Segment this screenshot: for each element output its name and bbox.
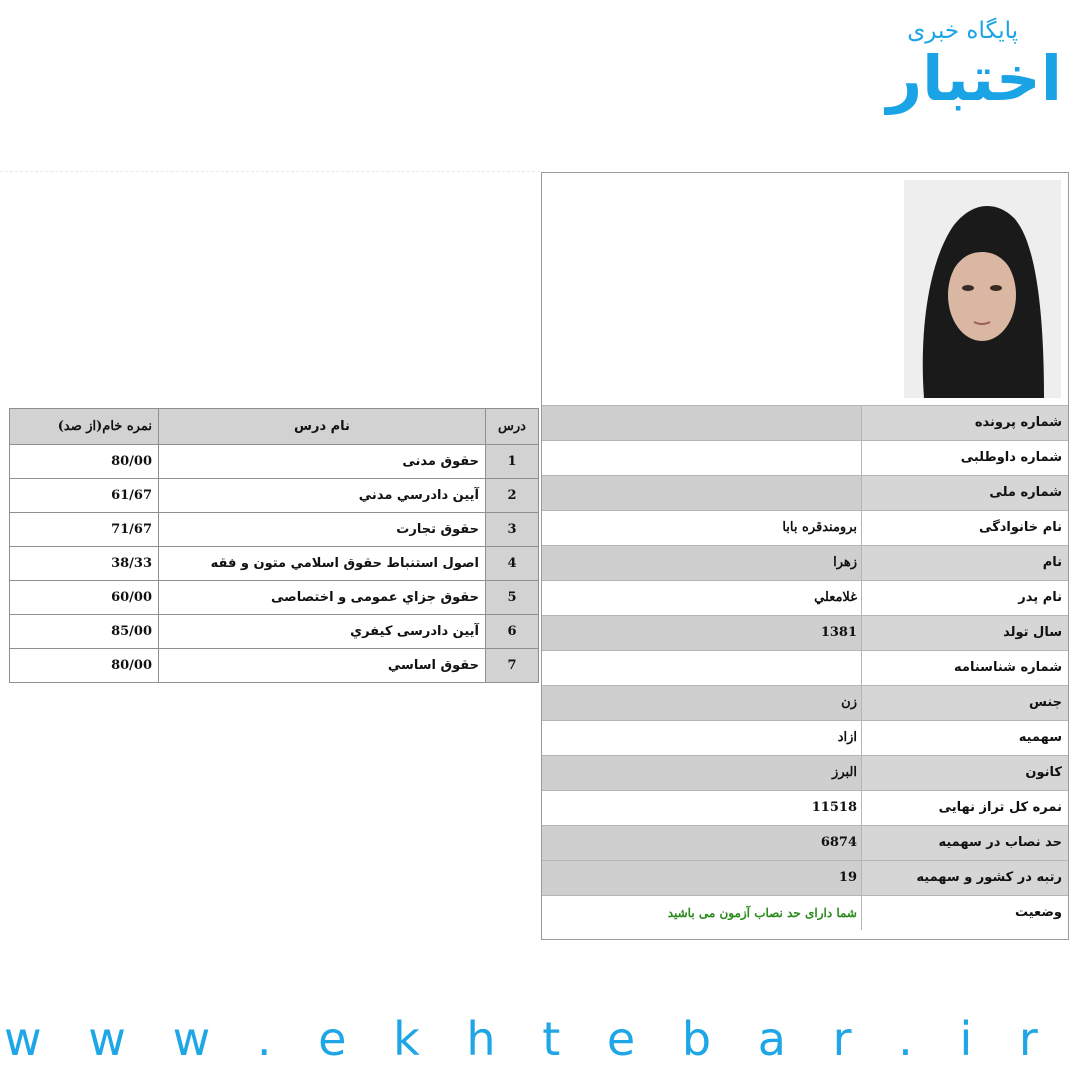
grade-course-num: 2 — [486, 479, 539, 513]
info-row — [542, 790, 1068, 825]
grades-table — [9, 408, 539, 683]
watermark-char: t — [542, 1012, 561, 1066]
grade-row — [10, 547, 539, 581]
grades-header-row — [10, 409, 539, 445]
info-value: برومندقره بابا — [542, 511, 862, 545]
info-rows — [542, 405, 1068, 930]
watermark-char: w — [88, 1012, 126, 1066]
info-row — [542, 545, 1068, 580]
info-label: حد نصاب در سهمیه — [938, 835, 1062, 850]
info-value — [542, 406, 862, 440]
info-value: البرز — [542, 756, 862, 790]
grade-score: 71/67 — [10, 513, 159, 547]
watermark-char: h — [466, 1012, 496, 1066]
watermark-char: r — [832, 1012, 852, 1066]
grade-course-name: حقوق اساسي — [159, 649, 486, 683]
info-row — [542, 825, 1068, 860]
grade-row — [10, 649, 539, 683]
candidate-info-panel — [541, 172, 1069, 940]
info-value — [542, 476, 862, 510]
grade-score: 61/67 — [10, 479, 159, 513]
grade-course-num: 7 — [486, 649, 539, 683]
info-label: نام خانوادگی — [979, 520, 1062, 535]
grade-score: 85/00 — [10, 615, 159, 649]
grade-course-name: اصول استنباط حقوق اسلامي متون و فقه — [159, 547, 486, 581]
watermark-char: e — [318, 1012, 347, 1066]
info-row — [542, 405, 1068, 440]
info-row — [542, 720, 1068, 755]
grade-course-num: 6 — [486, 615, 539, 649]
watermark-char: a — [757, 1012, 786, 1066]
header-course-num: درس — [486, 409, 539, 445]
watermark-char: . — [256, 1012, 272, 1066]
logo-subtitle: پایگاه خبری — [907, 18, 1018, 44]
grade-row — [10, 513, 539, 547]
candidate-photo — [904, 180, 1061, 398]
info-value: 1381 — [542, 616, 862, 650]
grade-score: 38/33 — [10, 547, 159, 581]
watermark-char: e — [606, 1012, 636, 1066]
info-label: نمره کل تراز نهایی — [938, 800, 1062, 815]
site-logo — [870, 12, 1070, 137]
header-course-name: نام درس — [159, 409, 486, 445]
grade-row — [10, 615, 539, 649]
info-value: 6874 — [542, 826, 862, 860]
info-label: شماره داوطلبی — [960, 450, 1062, 465]
grade-course-name: حقوق تجارت — [159, 513, 486, 547]
info-label: شماره ملی — [989, 485, 1062, 500]
info-value: شما دارای حد نصاب آزمون می باشید — [542, 896, 862, 930]
watermark-char: w — [4, 1012, 42, 1066]
watermark-char: k — [393, 1012, 420, 1066]
info-row — [542, 650, 1068, 685]
info-row — [542, 895, 1068, 930]
grade-row — [10, 479, 539, 513]
grade-row — [10, 445, 539, 479]
info-value: زهرا — [542, 546, 862, 580]
info-label: جنس — [1028, 695, 1062, 710]
watermark-char: . — [898, 1012, 913, 1066]
grade-course-num: 3 — [486, 513, 539, 547]
grade-course-name: حقوق جزاي عمومی و اختصاصی — [159, 581, 486, 615]
grade-score: 80/00 — [10, 445, 159, 479]
info-value — [542, 441, 862, 475]
watermark-char: i — [959, 1012, 973, 1066]
info-value: ازاد — [542, 721, 862, 755]
info-value: غلامعلي — [542, 581, 862, 615]
divider — [0, 171, 540, 172]
info-value: 11518 — [542, 791, 862, 825]
info-row — [542, 440, 1068, 475]
grade-course-num: 5 — [486, 581, 539, 615]
info-label: کانون — [1025, 765, 1062, 780]
info-row — [542, 860, 1068, 895]
info-label: سهمیه — [1018, 730, 1062, 745]
grade-score: 60/00 — [10, 581, 159, 615]
header-score: نمره خام(از صد) — [10, 409, 159, 445]
info-row — [542, 615, 1068, 650]
grade-course-name: حقوق مدنی — [159, 445, 486, 479]
grade-course-name: آيين دادرسی كيفري — [159, 615, 486, 649]
watermark-char: b — [681, 1012, 712, 1066]
info-label: نام پدر — [1018, 590, 1062, 605]
info-value: زن — [542, 686, 862, 720]
watermark-char: w — [172, 1012, 211, 1066]
info-value — [542, 651, 862, 685]
logo-title: اختبار — [886, 42, 1062, 115]
info-label: وضعیت — [1014, 905, 1062, 920]
info-label: نام — [1042, 555, 1062, 570]
info-label: رتبه در کشور و سهمیه — [916, 870, 1062, 885]
info-row — [542, 580, 1068, 615]
info-row — [542, 475, 1068, 510]
grade-course-num: 1 — [486, 445, 539, 479]
info-value: 19 — [542, 861, 862, 895]
watermark-url — [0, 1012, 1080, 1072]
info-row — [542, 755, 1068, 790]
watermark-char: r — [1018, 1012, 1038, 1066]
info-label: شماره پرونده — [974, 415, 1062, 430]
grade-course-num: 4 — [486, 547, 539, 581]
grade-score: 80/00 — [10, 649, 159, 683]
info-row — [542, 685, 1068, 720]
info-row — [542, 510, 1068, 545]
grade-course-name: آيين دادرسي مدني — [159, 479, 486, 513]
grade-row — [10, 581, 539, 615]
info-label: شماره شناسنامه — [954, 660, 1062, 675]
info-label: سال تولد — [1003, 625, 1062, 640]
